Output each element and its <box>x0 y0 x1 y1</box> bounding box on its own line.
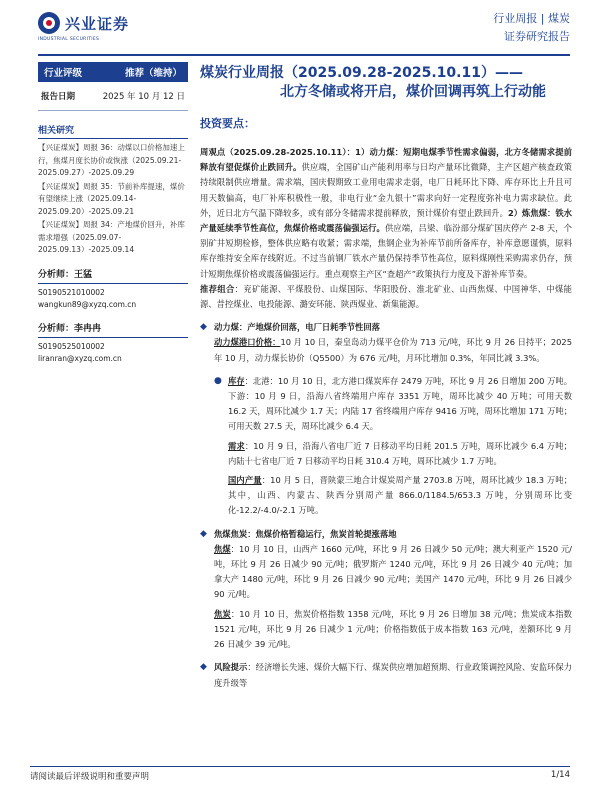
inventory-label: 库存 <box>228 375 245 386</box>
logo-emblem-icon <box>38 12 60 34</box>
weekly-view-paragraph <box>200 145 572 282</box>
analyst-email[interactable]: liranran@xyzq.com.cn <box>38 353 122 363</box>
thermal-coal-label: 1）动力煤： <box>355 147 404 157</box>
demand-text: ：10 月 9 日，沿海八省电厂近 7 日移动平均日耗 201.5 万吨，周环比减少 6.4 万吨；内陆十七省电厂近 7 日移动平均日耗 310.4 万吨，周环比减少 1.7 万吨。 <box>228 440 572 466</box>
demand-label: 需求 <box>228 440 245 451</box>
page-footer <box>30 770 570 782</box>
related-item[interactable]: 【兴证煤炭】周报 35：节前补库提速，煤价有望继续上涨（2025.09.14-2025.09.20）-2025.09.21 <box>38 181 185 216</box>
production-label: 国内产量 <box>228 475 262 486</box>
date-value: 2025 年 10 月 12 日 <box>102 92 185 102</box>
report-category: 证券研究报告 <box>504 30 570 43</box>
coking-coal-price-text: ：10 月 10 日，山西产 1660 元/吨，环比 9 月 26 日减少 50 元/吨；澳大利亚产 1520 元/吨，环比 9 月 26 日减少 90 元/吨；俄罗斯产 1240 元/吨，环比 9 月 26 日减少 40 元/吨；加拿大产 1480 元/吨，环比 9 月 26 日减少 90 元/吨；美国产 1470 元/吨，环比 9 月 26 日减少 90 元/吨。 <box>214 543 572 600</box>
rating-value: 推荐（维持） <box>124 68 182 79</box>
main-content <box>200 62 572 691</box>
analyst-cert: S0190525010002 <box>38 341 105 351</box>
analyst-cert: S0190521010002 <box>38 287 105 297</box>
bullet-dot-icon: ● <box>214 375 222 386</box>
header-divider <box>38 54 570 56</box>
logo-text: 兴业证券 <box>65 14 130 33</box>
date-label: 报告日期 <box>41 92 76 102</box>
coking-coal-detail: 供应端，吕梁、临汾部分煤矿国庆停产 2-8 天，个别矿井短期检修，整体供应略有收紧；需求端，焦钢企业为补库节前所备库存，补库意愿谨慎，原料库存维持安全库存线附近。不过当前钢厂铁水产量仍保持季节性高位，原料煤刚性采购需求仍存，预计短期焦煤价格或震荡偏强运行。重点观察主产区“查超产”政策执行力度及下游补库节奏。 <box>200 223 572 279</box>
risk-label: 风险提示 <box>214 662 248 673</box>
bullet-diamond-icon: ◆ <box>200 528 207 539</box>
footer-divider <box>30 766 570 767</box>
report-date-row <box>38 82 188 111</box>
analyst-name: 分析师：李冉冉 <box>38 323 188 338</box>
thermal-section-title: 动力煤：产地煤价回落，电厂日耗季节性回落 <box>214 322 380 333</box>
bullet-risk <box>200 660 572 690</box>
related-item[interactable]: 【兴证煤炭】周报 36：动煤以口价格加速上行，焦煤月度长协价或恢涨（2025.09.21-2025.09.27）-2025.09.29 <box>38 143 185 177</box>
report-title-line2: 北方冬储或将开启，煤价回调再筑上行动能 <box>280 84 546 100</box>
coking-section-title: 焦煤焦炭：焦煤价格暂稳运行，焦炭首轮提涨落地 <box>214 528 397 539</box>
risk-text: ：经济增长失速、煤价大幅下行、煤炭供应增加超预期、行业政策调控风险、安监环保力度升级等 <box>214 662 572 688</box>
analyst-block <box>38 269 188 311</box>
recommend-label: 推荐组合 <box>200 283 235 294</box>
page-header <box>0 0 600 62</box>
recommend-paragraph <box>200 282 572 312</box>
port-price-text: 10 月 10 日，秦皇岛动力煤平仓价为 713 元/吨，环比 9 月 26 日持平；2025 年 10 月，动力煤长协价（Q5500）为 676 元/吨，月环比增加 0.3%，年同比减 3.3%。 <box>214 337 572 363</box>
production-text: ：10 月 5 日，晋陕蒙三地合计煤炭周产量 2703.8 万吨，周环比减少 18.3 万吨；其中，山西、内蒙古、陕西分别周产量 866.0/1184.5/653.3 万吨，分别周环比变化-12.2/-4.0/-2.1 万吨。 <box>228 475 572 516</box>
thermal-coal-summary: 短期电煤季节性需求偏弱，北方冬储需求提前释放有望促煤价止跌回升。 <box>200 147 572 173</box>
disclaimer-note: 请阅读最后评级说明和重要声明 <box>30 772 150 782</box>
rating-label: 行业评级 <box>44 68 83 79</box>
logo-subtitle: INDUSTRIAL SECURITIES <box>38 37 100 42</box>
header-right <box>493 10 570 46</box>
bullet-inventory <box>214 374 572 519</box>
coking-coal-label: 2）炼焦煤： <box>507 207 556 218</box>
coking-coal-price-label: 焦煤 <box>214 543 231 554</box>
investment-highlights-title: 投资要点： <box>200 117 255 130</box>
page-number: 1/14 <box>550 770 570 780</box>
analyst-block <box>38 323 188 365</box>
port-price-label: 动力煤港口价格： <box>214 337 281 348</box>
analyst-name: 分析师：王猛 <box>38 269 188 284</box>
weekly-view-label: 周观点（2025.09.28-2025.10.11）： <box>200 147 356 157</box>
report-title-line1: 煤炭行业周报（2025.09.28-2025.10.11）—— <box>200 65 523 81</box>
coke-price-label: 焦炭 <box>214 608 231 619</box>
coking-coal-summary: 铁水产量延续季节性高位，焦煤价格或震荡偏强运行。 <box>200 207 572 234</box>
sidebar <box>38 62 188 365</box>
coke-price-text: ：10 月 10 日，焦炭价格指数 1358 元/吨，环比 9 月 26 日增加 38 元/吨；焦炭成本指数 1521 元/吨，环比 9 月 26 日减少 1 元/吨；价格指数低于成本指数 163 元/吨，差额环比 9 月 26 日减少 39 元/吨。 <box>214 608 572 650</box>
company-logo <box>38 12 129 34</box>
report-type: 行业周报 | 煤炭 <box>493 12 570 25</box>
bullet-diamond-icon: ◆ <box>200 322 207 333</box>
bullet-thermal-coal <box>200 320 572 366</box>
inventory-text: ：北港：10 月 10 日，北方港口煤炭库存 2479 万吨，环比 9 月 26 日增加 200 万吨。下游：10 月 9 日，沿海八省终端用户库存 3351 万吨，周环比减少 40 万吨；可用天数 16.2 天，周环比减少 1.7 天；内陆 17 省终端用户库存 9416 万吨，周环比增加 171 万吨；可用天数 27.5 天，周环比减少 6.4 天。 <box>228 375 572 432</box>
thermal-coal-detail: 供应端，全国矿山产能利用率与日均产量环比微降，主产区超产核查政策持续限制供应增量。需求端，国庆假期致工业用电需求走弱，电厂日耗环比下降、库存环比上升且可用天数偏高，电厂补库积极性一般，非电行业“金九银十”需求向好一定程度弥补电力需求缺位。此外，近日北方气温下降较多，或有部分冬储需求提前释放，预计煤价有望止跌回升。 <box>200 162 572 218</box>
related-research-list <box>38 139 188 257</box>
related-item[interactable]: 【兴证煤炭】周报 34：产地煤价回升，补库需求增强（2025.09.07-2025.09.13）-2025.09.14 <box>38 220 185 254</box>
bullet-coking <box>200 527 572 653</box>
analyst-email[interactable]: wangkun89@xyzq.com.cn <box>38 299 137 309</box>
rating-bar <box>38 62 188 82</box>
bullet-diamond-icon: ◆ <box>200 662 207 673</box>
related-research-title: 相关研究 <box>38 123 188 139</box>
recommend-text: ：兖矿能源、平煤股份、山煤国际、华阳股份、淮北矿业、山西焦煤、中国神华、中煤能源、昔控煤业、电投能源、潞安环能、陕西煤业、新集能源。 <box>200 283 572 310</box>
